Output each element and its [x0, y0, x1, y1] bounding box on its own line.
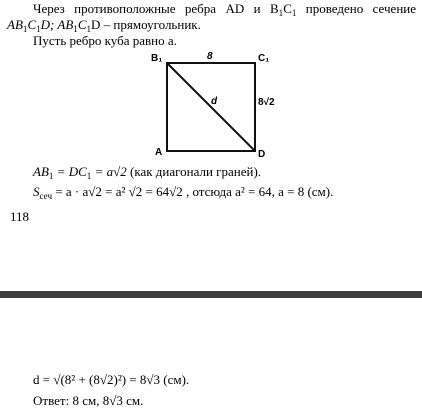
- vertex-b1-label: B₁: [151, 53, 163, 64]
- vertex-c1-label: C₁: [258, 53, 270, 64]
- assumption-text: Пусть ребро куба равно a.: [33, 33, 177, 48]
- answer-text: Ответ: 8 см, 8√3 см.: [33, 393, 144, 408]
- intro-line-1: Через противоположные ребра AD и $B_1C_1$ проведено сечение: [33, 1, 417, 18]
- intro-line-2: $AB_1C_1D$; $AB_1C_1D$ – прямоугольник.: [7, 17, 201, 34]
- vertex-d-label: D: [258, 149, 266, 160]
- equation-diagonal-d: d = √(8² + (8√2)²) = 8√3 (см).: [33, 372, 190, 387]
- equation-area: $S_{сеч} = a \cdot a√2 = a^2$ √2 = 64√2 , отсюда a² = 64, a = 8 (см).: [33, 184, 334, 201]
- equation-diagonals: $AB_1 = DC_1 = a√2$ (как диагонали граней).: [33, 164, 262, 181]
- page-divider: [0, 291, 422, 298]
- page-number: 118: [10, 209, 30, 224]
- side-edge-label: 8√2: [258, 97, 275, 108]
- diagonal-label: d: [211, 96, 218, 107]
- top-edge-label: 8: [207, 51, 213, 62]
- vertex-a-label: A: [155, 147, 163, 158]
